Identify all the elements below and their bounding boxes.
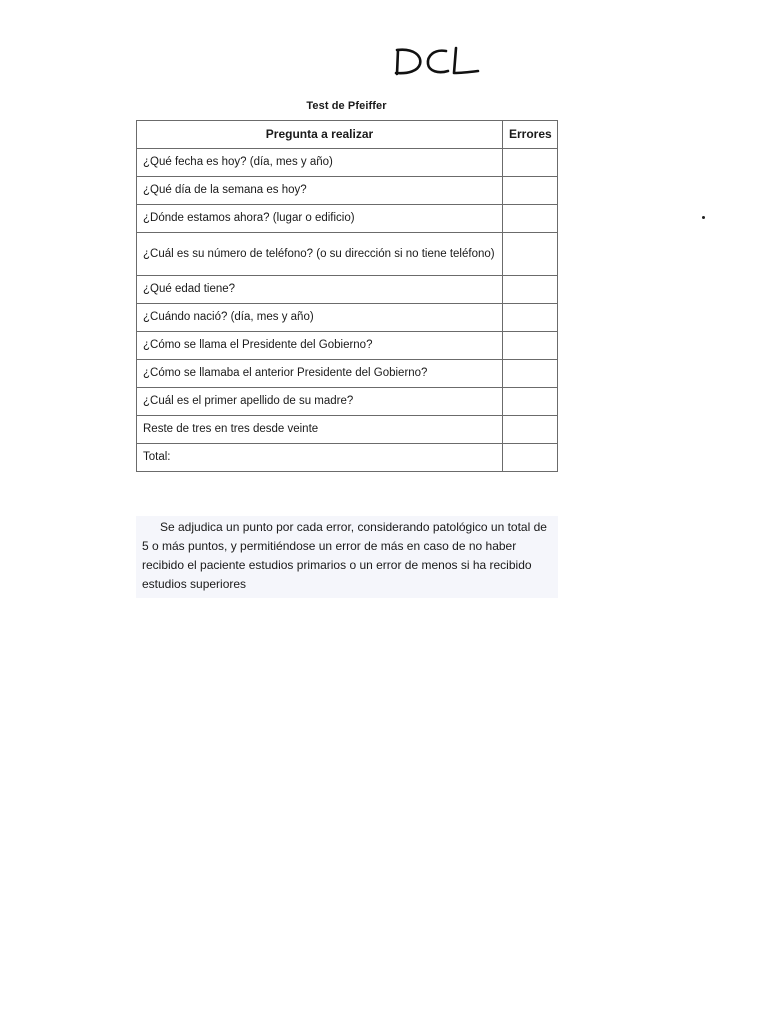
table-row: [137, 416, 558, 444]
total-label-cell: Total:: [137, 444, 503, 472]
errors-cell: [503, 360, 558, 388]
question-cell: ¿Qué día de la semana es hoy?: [137, 177, 503, 205]
table-row: [137, 360, 558, 388]
question-cell: ¿Qué fecha es hoy? (día, mes y año): [137, 149, 503, 177]
scoring-note-text: Se adjudica un punto por cada error, considerando patológico un total de 5 o más puntos, y permitiéndose un error de más en caso de no haber recibido el paciente estudios primarios o un error de menos si ha recibido estudios superiores: [142, 520, 547, 591]
test-title: Test de Pfeiffer: [306, 100, 387, 112]
scoring-note: [136, 516, 558, 598]
errors-cell: [503, 416, 558, 444]
question-cell: ¿Cuál es su número de teléfono? (o su dirección si no tiene teléfono): [137, 233, 503, 276]
errors-cell: [503, 332, 558, 360]
question-cell: ¿Cuál es el primer apellido de su madre?: [137, 388, 503, 416]
question-cell: ¿Cómo se llama el Presidente del Gobierno?: [137, 332, 503, 360]
question-cell: ¿Cómo se llamaba el anterior Presidente del Gobierno?: [137, 360, 503, 388]
errors-column-header: Errores: [503, 121, 558, 149]
total-errors-cell: [503, 444, 558, 472]
question-cell: Reste de tres en tres desde veinte: [137, 416, 503, 444]
question-column-header: Pregunta a realizar: [137, 121, 503, 149]
pfeiffer-table: [136, 120, 558, 472]
errors-cell: [503, 177, 558, 205]
errors-cell: [503, 304, 558, 332]
stray-dot: [702, 216, 705, 219]
total-row: [137, 444, 558, 472]
question-cell: ¿Qué edad tiene?: [137, 276, 503, 304]
handwritten-dcl-drawing: [392, 42, 482, 82]
errors-cell: [503, 149, 558, 177]
table-row: [137, 276, 558, 304]
table-row: [137, 149, 558, 177]
table-row: [137, 304, 558, 332]
table-row: [137, 332, 558, 360]
errors-cell: [503, 388, 558, 416]
errors-cell: [503, 205, 558, 233]
errors-cell: [503, 233, 558, 276]
table-row: [137, 177, 558, 205]
question-cell: ¿Dónde estamos ahora? (lugar o edificio): [137, 205, 503, 233]
handwritten-title: [392, 42, 482, 82]
table-row: [137, 388, 558, 416]
question-cell: ¿Cuándo nació? (día, mes y año): [137, 304, 503, 332]
errors-cell: [503, 276, 558, 304]
table-row: [137, 233, 558, 276]
table-row: [137, 205, 558, 233]
table-header-row: [137, 121, 558, 149]
